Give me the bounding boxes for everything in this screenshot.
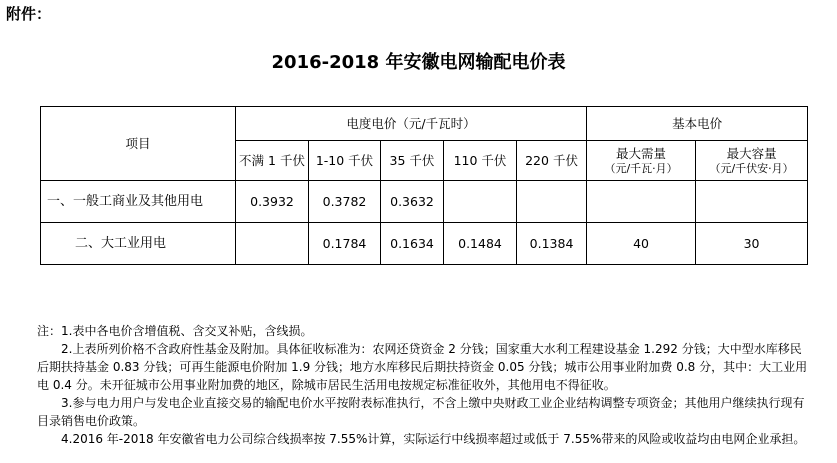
voltage-level-header: 1-10 千伏 <box>309 141 381 181</box>
price-cell <box>236 223 309 265</box>
energy-price-header: 电度电价（元/千瓦时） <box>236 107 587 141</box>
capacity-price-header: 基本电价 <box>587 107 808 141</box>
price-cell: 0.1484 <box>444 223 517 265</box>
document-title: 2016-2018 年安徽电网输配电价表 <box>271 52 566 73</box>
max-demand-unit: （元/千瓦·月） <box>604 161 678 175</box>
note-item: 4.2016 年-2018 年安徽省电力公司综合线损率按 7.55%计算，实际运行中线损率超过或低于 7.55%带来的风险或收益均由电网企业承担。 <box>61 432 806 446</box>
max-capacity-unit: （元/千伏安·月） <box>709 161 794 175</box>
max-demand-header <box>587 141 696 181</box>
max-capacity-header <box>696 141 808 181</box>
table-row <box>41 223 808 265</box>
row-label: 一、一般工商业及其他用电 <box>41 181 236 223</box>
price-cell: 0.1784 <box>309 223 381 265</box>
price-cell: 0.3932 <box>236 181 309 223</box>
table-row <box>41 181 808 223</box>
note-item: 3.参与电力用户与发电企业直接交易的输配电价水平按附表标准执行，不含上缴中央财政工业企业结构调整专项资金；其他用户继续执行现有目录销售电价政策。 <box>37 396 805 428</box>
price-cell: 0.1634 <box>381 223 444 265</box>
price-cell <box>444 181 517 223</box>
price-cell <box>517 181 587 223</box>
capacity-cell <box>696 181 808 223</box>
price-cell: 0.3632 <box>381 181 444 223</box>
max-capacity-label: 最大容量 <box>726 145 777 161</box>
row-label: 二、大工业用电 <box>41 223 236 265</box>
price-cell: 0.3782 <box>309 181 381 223</box>
note-item: 注：1.表中各电价含增值税、含交叉补贴，含线损。 <box>37 324 313 338</box>
price-cell: 0.1384 <box>517 223 587 265</box>
tariff-table <box>40 106 808 265</box>
table-header-row <box>41 107 808 141</box>
voltage-level-header: 不满 1 千伏 <box>236 141 309 181</box>
item-header: 项目 <box>41 107 236 181</box>
voltage-level-header: 35 千伏 <box>381 141 444 181</box>
capacity-cell: 30 <box>696 223 808 265</box>
voltage-level-header: 110 千伏 <box>444 141 517 181</box>
notes-section <box>37 322 809 448</box>
max-demand-label: 最大需量 <box>616 145 667 161</box>
demand-cell: 40 <box>587 223 696 265</box>
attachment-label: 附件： <box>6 5 52 23</box>
note-item: 2.上表所列价格不含政府性基金及附加。具体征收标准为：农网还贷资金 2 分钱；国家重大水利工程建设基金 1.292 分钱；大中型水库移民后期扶持基金 0.83 分钱；可再生能源电价附加 1.9 分钱；地方水库移民后期扶持资金 0.05 分钱；城市公用事业附加费 0.8 分，其中：大工业用电 0.4 分。未开征城市公用事业附加费的地区，除城市居民生活用电按规定标准征收外，其他用电不得征收。 <box>37 342 808 392</box>
voltage-level-header: 220 千伏 <box>517 141 587 181</box>
demand-cell <box>587 181 696 223</box>
